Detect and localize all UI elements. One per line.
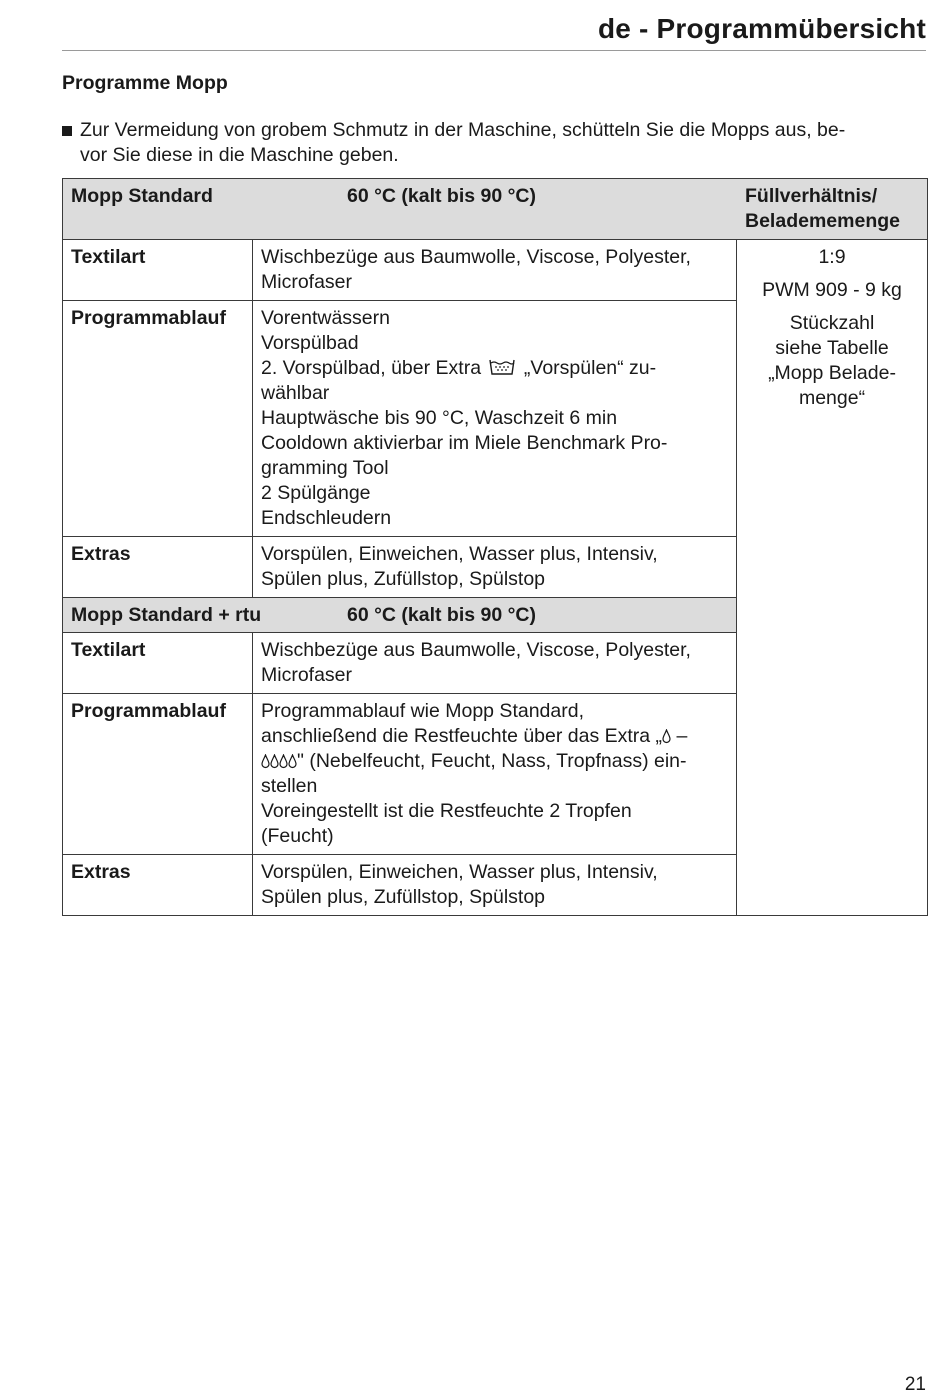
- value-line: Vorentwässern: [261, 307, 390, 329]
- water-drop-icon: [662, 729, 671, 744]
- ratio-note-line: menge“: [798, 387, 866, 409]
- value-line: (Feucht): [261, 825, 334, 847]
- row-value: [253, 301, 737, 537]
- value-line: Vorspülen, Einweichen, Wasser plus, Intensiv,: [261, 543, 658, 565]
- prewash-tub-icon: [488, 357, 516, 377]
- ratio-header: [745, 184, 900, 234]
- value-line: Voreingestellt ist die Restfeuchte 2 Tropfen: [261, 800, 632, 822]
- water-drop-icon: [288, 754, 297, 769]
- program-name: Mopp Standard + rtu: [71, 604, 262, 626]
- program-header-cell: [63, 598, 737, 633]
- value-line: [261, 749, 728, 774]
- value-text: –: [671, 725, 688, 747]
- row-value: [253, 855, 737, 916]
- value-text: " (Nebelfeucht, Feucht, Nass, Tropfnass) ein-: [297, 750, 687, 772]
- row-label: Extras: [63, 537, 253, 598]
- program-temperature: 60 °C (kalt bis 90 °C): [347, 185, 536, 207]
- program-header-cell: [63, 179, 928, 240]
- value-line: [261, 724, 728, 749]
- ratio-header-line: Beladememenge: [745, 210, 900, 232]
- ratio-value: 1:9: [818, 246, 846, 268]
- note-line: vor Sie diese in die Maschine geben.: [80, 144, 399, 166]
- section-title: Programme Mopp: [62, 72, 228, 94]
- ratio-cell: [737, 240, 928, 916]
- program-header-row: [63, 179, 928, 240]
- ratio-note-line: Stückzahl: [789, 312, 875, 334]
- program-table: [62, 178, 928, 916]
- value-line: Endschleudern: [261, 507, 392, 529]
- program-temperature: 60 °C (kalt bis 90 °C): [347, 604, 536, 626]
- row-label: Textilart: [63, 240, 253, 301]
- water-drop-icon: [279, 754, 288, 769]
- value-line: wählbar: [261, 382, 330, 404]
- value-text: 2. Vorspülbad, über Extra: [261, 357, 482, 379]
- value-line: Microfaser: [261, 664, 353, 686]
- note-line: Zur Vermeidung von grobem Schmutz in der Maschine, schütteln Sie die Mopps aus, be-: [80, 119, 846, 141]
- page-header: [62, 10, 926, 51]
- value-line: Wischbezüge aus Baumwolle, Viscose, Polyester,: [261, 246, 691, 268]
- value-line: Microfaser: [261, 271, 353, 293]
- value-line: 2 Spülgänge: [261, 482, 371, 504]
- value-line: gramming Tool: [261, 457, 389, 479]
- row-label: Programmablauf: [63, 301, 253, 537]
- row-label: Extras: [63, 855, 253, 916]
- program-name: Mopp Standard: [71, 185, 213, 207]
- value-line: Wischbezüge aus Baumwolle, Viscose, Polyester,: [261, 639, 691, 661]
- square-bullet-icon: [62, 126, 72, 136]
- water-drop-icon: [270, 754, 279, 769]
- row-value: [253, 537, 737, 598]
- value-line: Cooldown aktivierbar im Miele Benchmark Pro-: [261, 432, 668, 454]
- value-line: Vorspülbad: [261, 332, 359, 354]
- value-line: Programmablauf wie Mopp Standard,: [261, 700, 584, 722]
- ratio-header-line: Füllverhältnis/: [745, 185, 878, 207]
- row-value: [253, 240, 737, 301]
- water-drop-icon: [261, 754, 270, 769]
- value-text: anschließend die Restfeuchte über das Extra „: [261, 725, 663, 747]
- value-line: Vorspülen, Einweichen, Wasser plus, Intensiv,: [261, 861, 658, 883]
- note-paragraph: [62, 118, 926, 168]
- page-number: 21: [904, 1374, 926, 1395]
- value-line: [261, 356, 728, 381]
- ratio-note-line: „Mopp Belade-: [768, 362, 896, 384]
- row-value: [253, 694, 737, 855]
- row-label: Textilart: [63, 633, 253, 694]
- value-text: „Vorspülen“ zu-: [523, 357, 657, 379]
- value-line: Spülen plus, Zufüllstop, Spülstop: [261, 886, 546, 908]
- page-title: de - Programmübersicht: [597, 13, 926, 44]
- row-value: [253, 633, 737, 694]
- machine-capacity: PWM 909 - 9 kg: [762, 279, 902, 301]
- ratio-note-line: siehe Tabelle: [775, 337, 889, 359]
- row-label: Programmablauf: [63, 694, 253, 855]
- value-line: stellen: [261, 775, 318, 797]
- value-line: Hauptwäsche bis 90 °C, Waschzeit 6 min: [261, 407, 618, 429]
- table-row: [63, 240, 928, 301]
- value-line: Spülen plus, Zufüllstop, Spülstop: [261, 568, 546, 590]
